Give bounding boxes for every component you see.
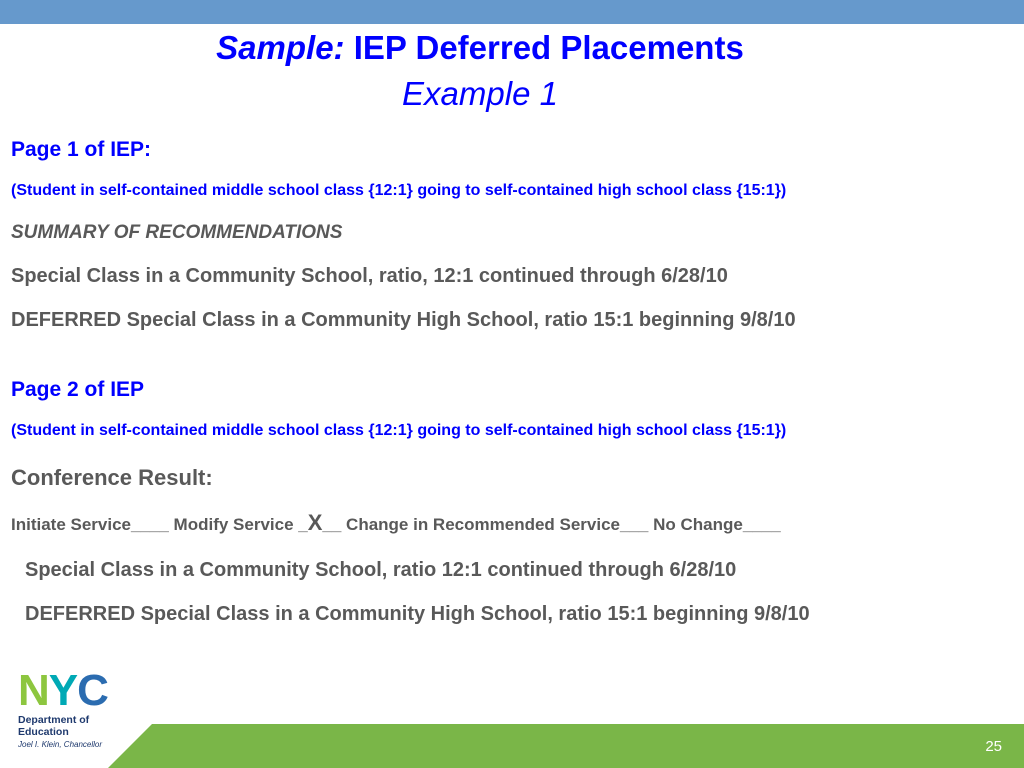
page1-note: (Student in self-contained middle school class {12:1} going to self-contained high school class {15:1}): [11, 182, 787, 199]
page1-line1: Special Class in a Community School, ratio, 12:1 continued through 6/28/10: [11, 265, 728, 287]
page2-note: (Student in self-contained middle school class {12:1} going to self-contained high school class {15:1}): [11, 422, 787, 439]
page2-line2: DEFERRED Special Class in a Community High School, ratio 15:1 beginning 9/8/10: [25, 603, 810, 625]
service-options-post: __ Change in Recommended Service___ No Change____: [322, 515, 781, 534]
logo-dept-line2: Education: [18, 726, 69, 738]
footer-bar: [0, 724, 1024, 768]
page1-line2: DEFERRED Special Class in a Community High School, ratio 15:1 beginning 9/8/10: [11, 309, 796, 331]
page2-line1: Special Class in a Community School, ratio 12:1 continued through 6/28/10: [25, 559, 737, 581]
logo-letter-n: N: [18, 666, 48, 715]
page1-summary: SUMMARY OF RECOMMENDATIONS: [11, 222, 343, 243]
page-number: 25: [985, 738, 1002, 755]
service-options: [11, 510, 781, 536]
title-prefix: Sample:: [216, 29, 345, 66]
conference-result-label: Conference Result:: [11, 465, 213, 490]
top-bar: [0, 0, 1024, 24]
title-subtitle: Example 1: [402, 75, 558, 112]
slide-title: [0, 28, 960, 114]
title-main: IEP Deferred Placements: [353, 29, 744, 66]
title-main-line: [0, 28, 960, 68]
logo-dept-line1: Department of: [18, 714, 90, 726]
service-x-mark: X: [307, 510, 323, 535]
page1-heading: Page 1 of IEP:: [11, 138, 152, 161]
logo-chancellor: Joel I. Klein, Chancellor: [18, 740, 103, 749]
logo-letter-y: Y: [48, 666, 77, 715]
logo-letter-c: C: [77, 666, 107, 715]
service-options-pre: Initiate Service____ Modify Service _: [11, 515, 308, 534]
footer-green-band: [108, 724, 1024, 768]
nyc-letters: [18, 666, 128, 715]
page2-heading: Page 2 of IEP: [11, 378, 145, 401]
